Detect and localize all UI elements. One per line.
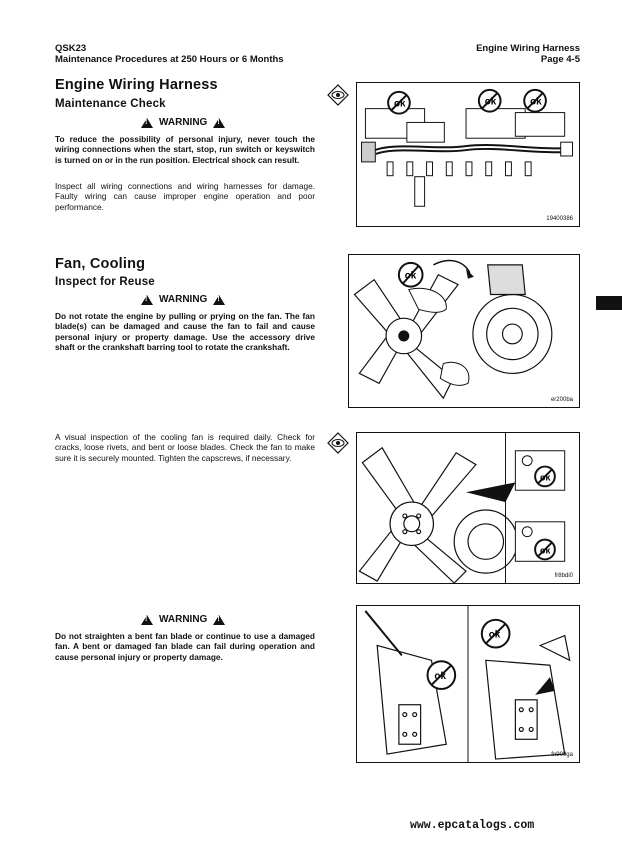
warning-text-2: Do not rotate the engine by pulling or prying on the fan. The fan blade(s) can be damaged and cause the fan to fail and cause personal injury or property damage. Use the accessory drive shaft or the crankshaft barring tool to rotate the crankshaft. xyxy=(55,311,315,353)
warning-triangle-icon xyxy=(141,118,153,128)
warning-text-3: Do not straighten a bent fan blade or continue to use a damaged fan. A bent or damaged fan blade can fail during operation and cause personal injury or property damage. xyxy=(55,631,315,662)
svg-text:ok: ok xyxy=(484,96,497,108)
svg-text:ok: ok xyxy=(530,96,542,108)
section-title-wiring: Engine Wiring Harness xyxy=(55,77,218,93)
figure-code: fn900ga xyxy=(551,752,573,758)
wiring-inspect-text: Inspect all wiring connections and wiring harnesses for damage. Faulty wiring can cause improper engine operation and poor performance. xyxy=(55,181,315,212)
warning-triangle-icon xyxy=(141,615,153,625)
wiring-harness-figure xyxy=(356,82,580,227)
warning-banner-1 xyxy=(141,117,225,128)
section-title-fan-cooling: Fan, Cooling xyxy=(55,256,146,272)
warning-label: WARNING xyxy=(159,294,208,305)
fan-inspection-figure xyxy=(356,432,580,584)
warning-label: WARNING xyxy=(159,117,208,128)
page-header-right xyxy=(476,43,580,65)
figure-code: 19400386 xyxy=(546,216,573,222)
svg-text:ok: ok xyxy=(540,472,551,483)
section-name: Engine Wiring Harness xyxy=(476,43,580,54)
figure-code: er200ba xyxy=(550,397,573,403)
svg-text:ok: ok xyxy=(488,629,501,641)
section-subtitle-maintenance-check: Maintenance Check xyxy=(55,98,166,110)
svg-text:ok: ok xyxy=(404,270,417,282)
svg-text:ok: ok xyxy=(394,98,406,110)
warning-triangle-icon xyxy=(213,118,225,128)
warning-banner-3 xyxy=(141,614,225,625)
prohibited-icon xyxy=(388,92,410,114)
watermark: www.epcatalogs.com xyxy=(410,819,535,832)
section-subtitle-inspect-reuse: Inspect for Reuse xyxy=(55,276,155,288)
svg-text:ok: ok xyxy=(434,671,446,683)
warning-label: WARNING xyxy=(159,614,208,625)
page-number: Page 4-5 xyxy=(540,54,580,65)
figure-code: fr8bdi0 xyxy=(554,573,573,579)
warning-text-1: To reduce the possibility of personal injury, never touch the wiring connections when the start, stop, run switch or keyswitch is turned on or in the run position. Electrical shock can result. xyxy=(55,134,315,165)
eye-icon xyxy=(327,432,349,454)
warning-banner-2 xyxy=(141,294,225,305)
warning-triangle-icon xyxy=(213,615,225,625)
bent-fan-blade-figure xyxy=(356,605,580,763)
manual-subtitle: Maintenance Procedures at 250 Hours or 6 Months xyxy=(55,54,284,65)
warning-triangle-icon xyxy=(141,295,153,305)
fan-inspection-text: A visual inspection of the cooling fan is required daily. Check for cracks, loose rivets, and bent or loose blades. Check the fan to make sure it is securely mounted. Tighten the capscrews, if necessary. xyxy=(55,432,315,463)
eye-icon xyxy=(327,84,349,106)
svg-text:ok: ok xyxy=(540,545,551,556)
warning-triangle-icon xyxy=(213,295,225,305)
page-header-left xyxy=(55,43,284,65)
manual-model: QSK23 xyxy=(55,43,87,54)
fan-barring-figure xyxy=(348,254,580,408)
section-tab-marker xyxy=(596,296,622,310)
